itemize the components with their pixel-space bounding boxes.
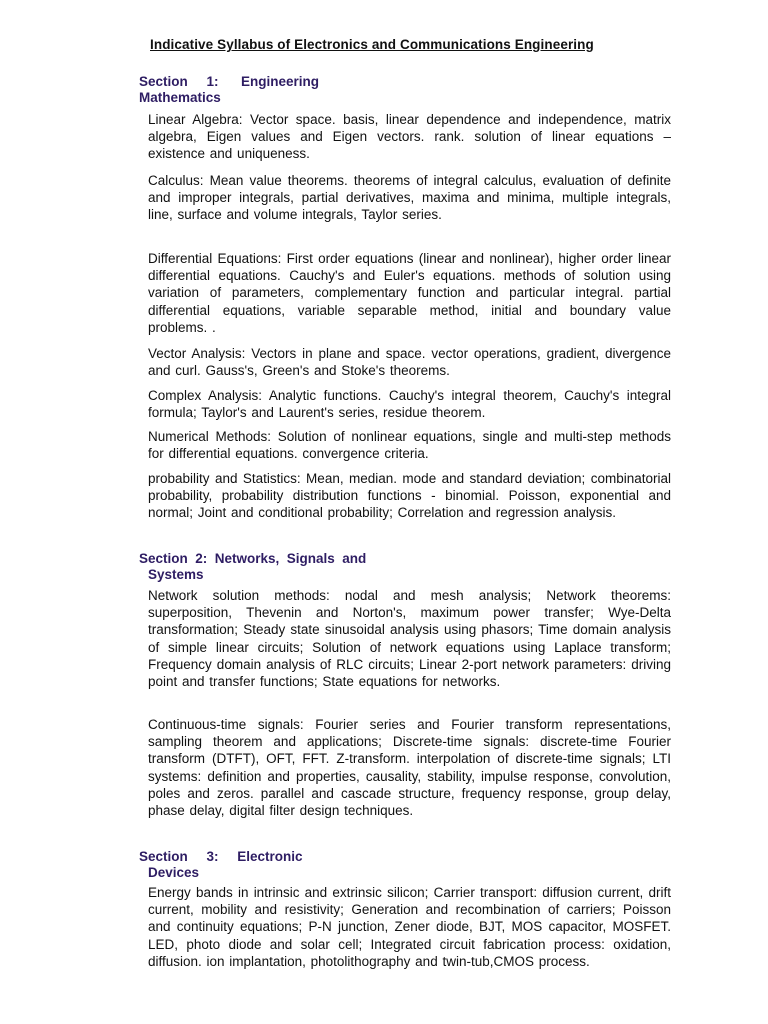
section-2-heading-line1: Section 2: Networks, Signals and	[139, 551, 367, 566]
vector-analysis-paragraph: Vector Analysis: Vectors in plane and space. vector operations, gradient, divergence and curl. Gauss's, Green's and Stoke's theorems.	[148, 346, 671, 379]
document-title: Indicative Syllabus of Electronics and Communications Engineering	[150, 37, 594, 52]
section-2-heading	[139, 551, 366, 583]
electronic-devices-paragraph: Energy bands in intrinsic and extrinsic silicon; Carrier transport: diffusion current, drift current, mobility and resistivity; Generation and recombination of carriers; Poisson and continuity equations; P-N junction, Zener diode, BJT, MOS capacitor, MOSFET. LED, photo diode and solar cell; Integrated circuit fabrication process: oxidation, diffusion. ion implantation, photolithography and twin-tub,CMOS process.	[148, 885, 671, 969]
network-solution-paragraph: Network solution methods: nodal and mesh analysis; Network theorems: superposition, Thevenin and Norton's, maximum power transfer; Wye-Delta transformation; Steady state sinusoidal analysis using phasors; Time domain analysis of simple linear circuits; Solution of network equations using Laplace transform; Frequency domain analysis of RLC circuits; Linear 2-port network parameters: driving point and transfer functions; State equations for networks.	[148, 588, 671, 690]
section-1-heading-line2: Mathematics	[139, 90, 221, 105]
section-3-heading	[139, 849, 303, 881]
signals-systems-paragraph: Continuous-time signals: Fourier series and Fourier transform representations, sampling theorem and applications; Discrete-time signals: discrete-time Fourier transform (DTFT), OFT, FFT. Z-transform. interpolation of discrete-time signals; LTI systems: definition and properties, causality, stability, impulse response, convolution, poles and zeros. parallel and cascade structure, frequency response, group delay, phase delay, digital filter design techniques.	[148, 717, 671, 819]
numerical-methods-paragraph: Numerical Methods: Solution of nonlinear equations, single and multi-step methods for differential equations. convergence criteria.	[148, 429, 671, 462]
complex-analysis-paragraph: Complex Analysis: Analytic functions. Cauchy's integral theorem, Cauchy's integral formula; Taylor's and Laurent's series, residue theorem.	[148, 388, 671, 421]
section-1-heading	[139, 74, 319, 106]
section-3-heading-line1: Section 3: Electronic	[139, 849, 303, 864]
section-1-heading-line1: Section 1: Engineering	[139, 74, 320, 89]
calculus-paragraph: Calculus: Mean value theorems. theorems of integral calculus, evaluation of definite and improper integrals, partial derivatives, maxima and minima, multiple integrals, line, surface and volume integrals, Taylor series.	[148, 173, 671, 223]
linear-algebra-paragraph: Linear Algebra: Vector space. basis, linear dependence and independence, matrix algebra, Eigen values and Eigen vectors. rank. solution of linear equations – existence and uniqueness.	[148, 112, 671, 162]
section-2-heading-line2: Systems	[148, 567, 204, 582]
probability-statistics-paragraph: probability and Statistics: Mean, median. mode and standard deviation; combinatorial probability, probability distribution functions - binomial. Poisson, exponential and normal; Joint and conditional probability; Correlation and regression analysis.	[148, 471, 671, 521]
section-3-heading-line2: Devices	[148, 865, 200, 880]
differential-equations-paragraph: Differential Equations: First order equations (linear and nonlinear), higher order linear differential equations. Cauchy's and Euler's equations. methods of solution using variation of parameters, complementary function and particular integral. partial differential equations, variable separable method, initial and boundary value problems. .	[148, 251, 671, 335]
